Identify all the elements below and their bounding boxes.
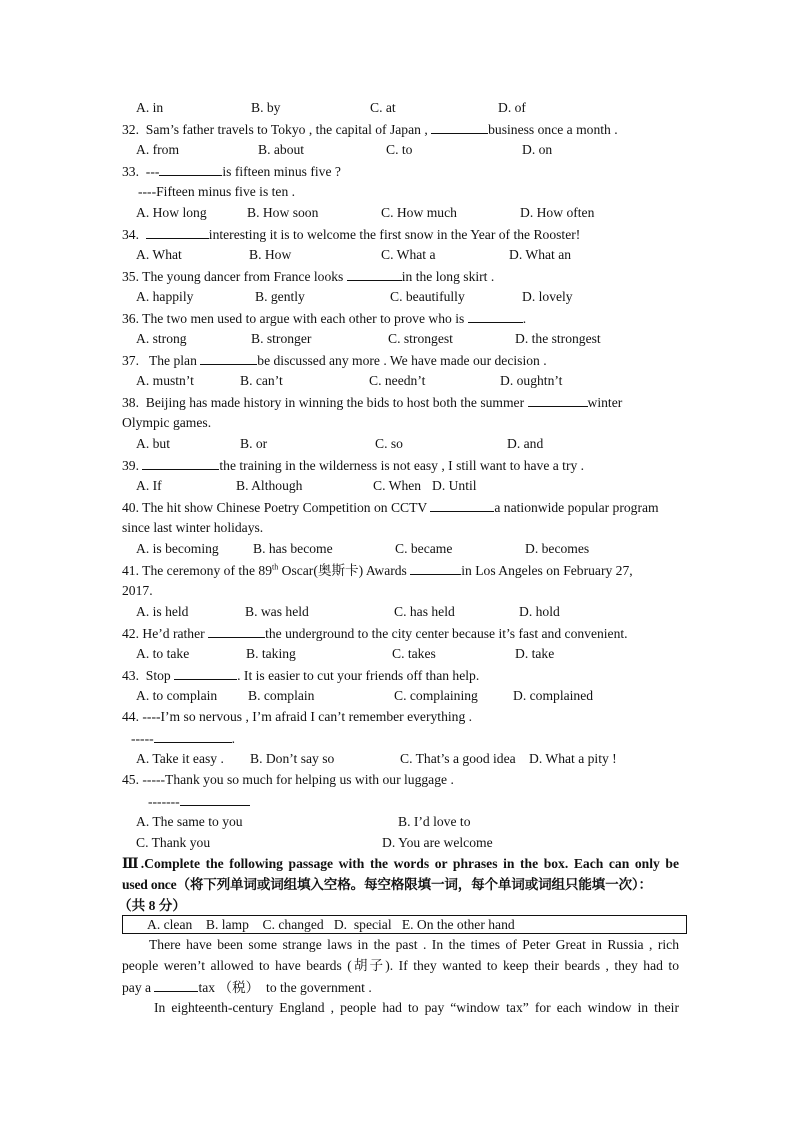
- q37-blank[interactable]: [200, 351, 257, 365]
- passage-p1-line1: There have been some strange laws in the past . In the times of Peter Great in Russia , rich: [149, 937, 679, 952]
- q41-stem: [122, 561, 633, 580]
- q34-option-a: A. What: [136, 247, 182, 262]
- q36-blank[interactable]: [468, 309, 523, 323]
- q33-stem-end: is fifteen minus five ?: [222, 164, 341, 179]
- q42-stem-end: the underground to the city center because it’s fast and convenient.: [265, 626, 628, 641]
- q45-stem: 45. -----Thank you so much for helping us with our luggage .: [122, 772, 454, 787]
- q39-stem-start: 39.: [122, 458, 143, 473]
- q40-stem-line2: since last winter holidays.: [122, 520, 264, 535]
- q40-stem: [122, 498, 659, 517]
- q34-stem: [122, 225, 580, 244]
- q32-option-d: D. on: [522, 142, 553, 157]
- q40-blank[interactable]: [430, 498, 494, 512]
- q37-option-a: A. mustn’t: [136, 373, 194, 388]
- q40-option-b: B. has become: [253, 541, 333, 556]
- q39-stem: [122, 456, 584, 475]
- q38-stem-start: 38. Beijing has made history in winning the bids to host both the summer: [122, 395, 528, 410]
- q38-option-a: A. but: [136, 436, 170, 451]
- passage-p2-line1: In eighteenth-century England , people had to pay “window tax” for each window in their: [154, 1000, 679, 1015]
- q38-stem-end: winter: [587, 395, 623, 410]
- q44-option-c: C. That’s a good idea: [400, 751, 516, 766]
- q41-option-c: C. has held: [394, 604, 455, 619]
- section3-heading-line2: used once（将下列单词或词组填入空格。每空格限填一词，每个单词或词组只能填一次）：: [122, 877, 652, 892]
- q35-stem: [122, 267, 494, 286]
- q40-stem-end: a nationwide popular program: [494, 500, 659, 515]
- q38-option-b: B. or: [240, 436, 268, 451]
- q42-stem-start: 42. He’d rather: [122, 626, 209, 641]
- q38-option-d: D. and: [507, 436, 544, 451]
- q42-option-b: B. taking: [246, 646, 296, 661]
- passage-p1-line3: [122, 978, 372, 997]
- q40-option-a: A. is becoming: [136, 541, 219, 556]
- q45-blank[interactable]: [180, 792, 250, 806]
- q36-stem: [122, 309, 526, 328]
- q38-stem-line2: Olympic games.: [122, 415, 212, 430]
- q35-option-c: C. beautifully: [390, 289, 465, 304]
- q41-stem-start: 41. The ceremony of the 89: [122, 563, 272, 578]
- q37-stem-start: 37. The plan: [122, 353, 201, 368]
- q34-option-b: B. How: [249, 247, 292, 262]
- q39-option-c: C. When: [373, 478, 422, 493]
- q41-ordinal-suffix: th: [272, 562, 279, 572]
- passage-p1-line3-end: tax （税） to the government .: [198, 980, 372, 995]
- q32-option-b: B. about: [258, 142, 305, 157]
- q37-option-c: C. needn’t: [369, 373, 426, 388]
- q45-reply-dashes: -------: [148, 794, 180, 809]
- q44-stem: 44. ----I’m so nervous , I’m afraid I can’t remember everything .: [122, 709, 473, 724]
- q36-option-a: A. strong: [136, 331, 187, 346]
- q45-option-d: D. You are welcome: [382, 835, 493, 850]
- q35-blank[interactable]: [347, 267, 402, 281]
- q38-blank[interactable]: [528, 393, 588, 407]
- q33-option-c: C. How much: [381, 205, 457, 220]
- q35-stem-start: 35. The young dancer from France looks: [122, 269, 347, 284]
- q37-stem: [122, 351, 547, 370]
- q40-option-d: D. becomes: [525, 541, 590, 556]
- q45-option-a: A. The same to you: [136, 814, 243, 829]
- q41-stem-line2: 2017.: [122, 583, 153, 598]
- q33-option-b: B. How soon: [247, 205, 319, 220]
- q33-stem: [122, 162, 341, 181]
- q32-stem-end: business once a month .: [488, 122, 618, 137]
- q43-stem-end: . It is easier to cut your friends off than help.: [237, 668, 480, 683]
- q45-reply: [148, 792, 250, 811]
- q45-option-c: C. Thank you: [136, 835, 211, 850]
- q43-stem: [122, 666, 479, 685]
- q44-option-b: B. Don’t say so: [250, 751, 335, 766]
- q33-reply: ----Fifteen minus five is ten .: [138, 184, 296, 199]
- q39-option-a: A. If: [136, 478, 162, 493]
- passage-blank-1[interactable]: [154, 978, 198, 992]
- q43-blank[interactable]: [174, 666, 237, 680]
- q37-option-d: D. oughtn’t: [500, 373, 563, 388]
- q32-blank[interactable]: [431, 120, 488, 134]
- q35-option-a: A. happily: [136, 289, 194, 304]
- q32-option-c: C. to: [386, 142, 413, 157]
- q36-option-d: D. the strongest: [515, 331, 601, 346]
- q42-blank[interactable]: [208, 624, 265, 638]
- section3-heading-line1: Ⅲ.Complete the following passage with the words or phrases in the box. Each can only be: [122, 856, 679, 871]
- q35-option-b: B. gently: [255, 289, 305, 304]
- q33-blank[interactable]: [159, 162, 222, 176]
- q37-option-b: B. can’t: [240, 373, 283, 388]
- q38-option-c: C. so: [375, 436, 403, 451]
- q41-option-a: A. is held: [136, 604, 189, 619]
- q37-stem-end: be discussed any more . We have made our decision .: [257, 353, 547, 368]
- q31-option-b: B. by: [251, 100, 281, 115]
- q42-option-c: C. takes: [392, 646, 436, 661]
- q31-option-d: D. of: [498, 100, 526, 115]
- section3-heading-line3: （共 8 分）: [118, 898, 186, 913]
- q36-stem-start: 36. The two men used to argue with each other to prove who is: [122, 311, 468, 326]
- q36-option-c: C. strongest: [388, 331, 453, 346]
- q44-blank[interactable]: [154, 729, 232, 743]
- q32-stem: [122, 120, 618, 139]
- q33-option-d: D. How often: [520, 205, 595, 220]
- q33-option-a: A. How long: [136, 205, 207, 220]
- q40-option-c: C. became: [395, 541, 453, 556]
- q41-blank[interactable]: [410, 561, 461, 575]
- q42-stem: [122, 624, 628, 643]
- q38-stem: [122, 393, 622, 412]
- q34-blank[interactable]: [146, 225, 209, 239]
- q33-stem-start: 33. ---: [122, 164, 160, 179]
- q34-option-d: D. What an: [509, 247, 572, 262]
- q41-option-b: B. was held: [245, 604, 309, 619]
- q31-option-a: A. in: [136, 100, 164, 115]
- q43-option-c: C. complaining: [394, 688, 478, 703]
- q34-stem-end: interesting it is to welcome the first snow in the Year of the Rooster!: [208, 227, 581, 242]
- q32-stem-start: 32. Sam’s father travels to Tokyo , the capital of Japan ,: [122, 122, 432, 137]
- q36-option-b: B. stronger: [251, 331, 312, 346]
- q44-reply-end: .: [231, 731, 236, 746]
- q43-option-b: B. complain: [248, 688, 315, 703]
- q36-stem-end: .: [522, 311, 527, 326]
- q43-stem-start: 43. Stop: [122, 668, 175, 683]
- q32-option-a: A. from: [136, 142, 180, 157]
- q44-reply-dashes: -----: [131, 731, 154, 746]
- q34-stem-start: 34.: [122, 227, 146, 242]
- q43-option-d: D. complained: [513, 688, 594, 703]
- q34-option-c: C. What a: [381, 247, 436, 262]
- q39-option-b: B. Although: [236, 478, 303, 493]
- q41-stem-end: in Los Angeles on February 27,: [461, 563, 633, 578]
- q39-option-d: D. Until: [432, 478, 477, 493]
- q42-option-a: A. to take: [136, 646, 190, 661]
- passage-p1-line2: people weren’t allowed to have beards (胡子). If they wanted to keep their beards , they had to: [122, 958, 679, 973]
- passage-p1-line3-start: pay a: [122, 980, 155, 995]
- q44-reply: [131, 729, 235, 748]
- q39-blank[interactable]: [142, 456, 219, 470]
- q44-option-d: D. What a pity !: [529, 751, 617, 766]
- q31-option-c: C. at: [370, 100, 396, 115]
- word-box-text: A. clean B. lamp C. changed D. special E. On the other hand: [147, 917, 515, 932]
- q41-stem-mid: Oscar(奥斯卡) Awards: [278, 563, 411, 578]
- q35-option-d: D. lovely: [522, 289, 573, 304]
- q42-option-d: D. take: [515, 646, 555, 661]
- q44-option-a: A. Take it easy .: [136, 751, 224, 766]
- q41-option-d: D. hold: [519, 604, 560, 619]
- q40-stem-start: 40. The hit show Chinese Poetry Competition on CCTV: [122, 500, 431, 515]
- q45-option-b: B. I’d love to: [398, 814, 471, 829]
- q39-stem-end: the training in the wilderness is not easy , I still want to have a try .: [219, 458, 585, 473]
- q35-stem-end: in the long skirt .: [401, 269, 495, 284]
- q43-option-a: A. to complain: [136, 688, 218, 703]
